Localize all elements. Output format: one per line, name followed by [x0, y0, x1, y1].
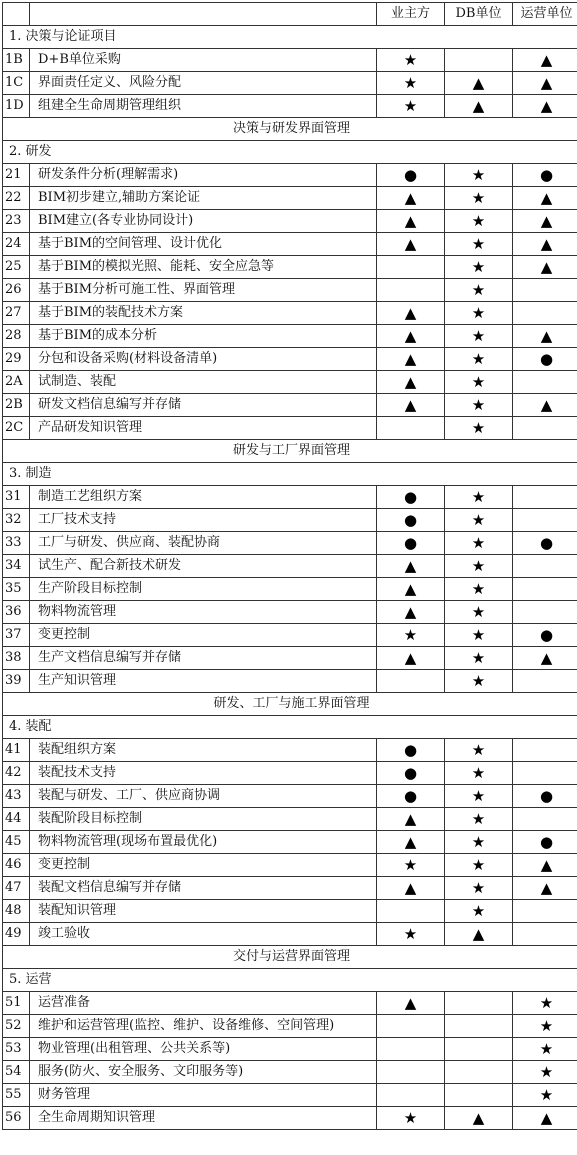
item-label: 维护和运营管理(监控、维护、设备维修、空间管理): [30, 1015, 377, 1038]
item-label: 装配知识管理: [30, 900, 377, 923]
header-item-cell: [30, 3, 377, 26]
owner-mark: ▲: [377, 601, 445, 624]
operator-mark: ▲: [513, 49, 577, 72]
interface-heading: 交付与运营界面管理: [3, 946, 577, 969]
owner-mark: ▲: [377, 647, 445, 670]
owner-mark: ▲: [377, 325, 445, 348]
db-unit-mark: ★: [445, 164, 513, 187]
owner-mark: ▲: [377, 578, 445, 601]
table-row: [3, 532, 577, 555]
db-unit-mark: ★: [445, 210, 513, 233]
interface-heading: 决策与研发界面管理: [3, 118, 577, 141]
db-unit-mark: ★: [445, 601, 513, 624]
item-label: 装配与研发、工厂、供应商协调: [30, 785, 377, 808]
item-label: 生产阶段目标控制: [30, 578, 377, 601]
operator-mark: ●: [513, 164, 577, 187]
table-row: [3, 486, 577, 509]
item-code: 44: [3, 808, 30, 831]
section-heading: 5. 运营: [3, 969, 577, 992]
db-unit-mark: ★: [445, 233, 513, 256]
item-label: 装配技术支持: [30, 762, 377, 785]
db-unit-mark: ★: [445, 509, 513, 532]
table-row: [3, 601, 577, 624]
item-code: 56: [3, 1107, 30, 1130]
item-label: 工厂技术支持: [30, 509, 377, 532]
db-unit-mark: [445, 1015, 513, 1038]
owner-mark: ●: [377, 532, 445, 555]
operator-mark: ★: [513, 1061, 577, 1084]
item-code: 37: [3, 624, 30, 647]
db-unit-mark: ★: [445, 532, 513, 555]
interface-row: [3, 440, 577, 463]
db-unit-mark: ★: [445, 670, 513, 693]
operator-mark: [513, 808, 577, 831]
table-row: [3, 739, 577, 762]
owner-mark: ▲: [377, 877, 445, 900]
db-unit-mark: ★: [445, 348, 513, 371]
db-unit-mark: ★: [445, 417, 513, 440]
owner-mark: ▲: [377, 555, 445, 578]
operator-mark: ★: [513, 1038, 577, 1061]
header-operator: 运营单位: [513, 3, 577, 26]
item-code: 34: [3, 555, 30, 578]
section-heading: 2. 研发: [3, 141, 577, 164]
item-code: 29: [3, 348, 30, 371]
item-code: 35: [3, 578, 30, 601]
table-row: [3, 95, 577, 118]
operator-mark: ▲: [513, 72, 577, 95]
item-label: 基于BIM分析可施工性、界面管理: [30, 279, 377, 302]
item-label: 基于BIM的成本分析: [30, 325, 377, 348]
operator-mark: ●: [513, 831, 577, 854]
owner-mark: [377, 1015, 445, 1038]
operator-mark: [513, 302, 577, 325]
item-label: 物业管理(出租管理、公共关系等): [30, 1038, 377, 1061]
db-unit-mark: ★: [445, 578, 513, 601]
table-row: [3, 555, 577, 578]
operator-mark: ★: [513, 1084, 577, 1107]
db-unit-mark: ★: [445, 187, 513, 210]
header-db-unit: DB单位: [445, 3, 513, 26]
item-code: 28: [3, 325, 30, 348]
item-label: 组建全生命周期管理组织: [30, 95, 377, 118]
interface-row: [3, 118, 577, 141]
item-label: 分包和设备采购(材料设备清单): [30, 348, 377, 371]
db-unit-mark: [445, 1084, 513, 1107]
table-row: [3, 233, 577, 256]
operator-mark: ▲: [513, 233, 577, 256]
table-row: [3, 256, 577, 279]
operator-mark: ●: [513, 348, 577, 371]
header-row: [3, 3, 577, 26]
owner-mark: [377, 279, 445, 302]
owner-mark: ▲: [377, 808, 445, 831]
item-code: 53: [3, 1038, 30, 1061]
item-code: 43: [3, 785, 30, 808]
item-code: 33: [3, 532, 30, 555]
item-label: 物料物流管理: [30, 601, 377, 624]
item-code: 46: [3, 854, 30, 877]
table-row: [3, 647, 577, 670]
operator-mark: [513, 371, 577, 394]
item-code: 1D: [3, 95, 30, 118]
section-heading: 1. 决策与论证项目: [3, 26, 577, 49]
table-row: [3, 854, 577, 877]
operator-mark: ●: [513, 785, 577, 808]
owner-mark: ★: [377, 95, 445, 118]
owner-mark: ▲: [377, 394, 445, 417]
db-unit-mark: ▲: [445, 1107, 513, 1130]
item-label: 试制造、装配: [30, 371, 377, 394]
item-code: 55: [3, 1084, 30, 1107]
item-label: 试生产、配合新技术研发: [30, 555, 377, 578]
item-label: 基于BIM的装配技术方案: [30, 302, 377, 325]
item-code: 47: [3, 877, 30, 900]
item-label: 装配文档信息编写并存储: [30, 877, 377, 900]
operator-mark: ▲: [513, 187, 577, 210]
operator-mark: [513, 417, 577, 440]
section-row: [3, 463, 577, 486]
item-code: 23: [3, 210, 30, 233]
operator-mark: ▲: [513, 95, 577, 118]
section-row: [3, 141, 577, 164]
operator-mark: ▲: [513, 210, 577, 233]
table-row: [3, 624, 577, 647]
item-code: 24: [3, 233, 30, 256]
item-label: 工厂与研发、供应商、装配协商: [30, 532, 377, 555]
item-label: 竣工验收: [30, 923, 377, 946]
operator-mark: [513, 509, 577, 532]
table-row: [3, 371, 577, 394]
owner-mark: ▲: [377, 992, 445, 1015]
interface-heading: 研发与工厂界面管理: [3, 440, 577, 463]
owner-mark: ●: [377, 509, 445, 532]
item-code: 2B: [3, 394, 30, 417]
operator-mark: [513, 279, 577, 302]
table-row: [3, 164, 577, 187]
table-row: [3, 348, 577, 371]
responsibility-matrix-table: [2, 2, 577, 1130]
table-row: [3, 762, 577, 785]
item-label: 制造工艺组织方案: [30, 486, 377, 509]
item-code: 2A: [3, 371, 30, 394]
item-label: 物料物流管理(现场布置最优化): [30, 831, 377, 854]
item-label: 全生命周期知识管理: [30, 1107, 377, 1130]
interface-row: [3, 946, 577, 969]
table-row: [3, 210, 577, 233]
owner-mark: ▲: [377, 187, 445, 210]
owner-mark: ▲: [377, 302, 445, 325]
operator-mark: ●: [513, 532, 577, 555]
table-row: [3, 279, 577, 302]
db-unit-mark: [445, 1038, 513, 1061]
operator-mark: ★: [513, 992, 577, 1015]
item-label: BIM初步建立,辅助方案论证: [30, 187, 377, 210]
db-unit-mark: ▲: [445, 923, 513, 946]
table-row: [3, 785, 577, 808]
operator-mark: [513, 739, 577, 762]
table-row: [3, 1038, 577, 1061]
table-row: [3, 1015, 577, 1038]
operator-mark: ★: [513, 1015, 577, 1038]
db-unit-mark: ▲: [445, 72, 513, 95]
table-row: [3, 325, 577, 348]
item-code: 1B: [3, 49, 30, 72]
owner-mark: [377, 900, 445, 923]
item-code: 54: [3, 1061, 30, 1084]
table-row: [3, 831, 577, 854]
db-unit-mark: ★: [445, 279, 513, 302]
db-unit-mark: ★: [445, 555, 513, 578]
table-row: [3, 394, 577, 417]
item-label: 财务管理: [30, 1084, 377, 1107]
section-row: [3, 969, 577, 992]
db-unit-mark: ★: [445, 486, 513, 509]
item-label: 基于BIM的空间管理、设计优化: [30, 233, 377, 256]
item-code: 27: [3, 302, 30, 325]
table-row: [3, 670, 577, 693]
item-label: 装配阶段目标控制: [30, 808, 377, 831]
operator-mark: ▲: [513, 854, 577, 877]
operator-mark: ▲: [513, 647, 577, 670]
item-label: 变更控制: [30, 854, 377, 877]
db-unit-mark: [445, 49, 513, 72]
section-heading: 3. 制造: [3, 463, 577, 486]
item-label: D+B单位采购: [30, 49, 377, 72]
owner-mark: [377, 670, 445, 693]
table-row: [3, 923, 577, 946]
owner-mark: ▲: [377, 210, 445, 233]
item-label: 研发条件分析(理解需求): [30, 164, 377, 187]
db-unit-mark: ★: [445, 808, 513, 831]
db-unit-mark: ★: [445, 394, 513, 417]
operator-mark: [513, 670, 577, 693]
item-label: BIM建立(各专业协同设计): [30, 210, 377, 233]
section-heading: 4. 装配: [3, 716, 577, 739]
table-row: [3, 877, 577, 900]
item-code: 25: [3, 256, 30, 279]
db-unit-mark: ★: [445, 762, 513, 785]
owner-mark: ★: [377, 1107, 445, 1130]
operator-mark: ●: [513, 624, 577, 647]
db-unit-mark: ★: [445, 831, 513, 854]
owner-mark: ●: [377, 164, 445, 187]
db-unit-mark: ★: [445, 877, 513, 900]
owner-mark: [377, 417, 445, 440]
item-code: 52: [3, 1015, 30, 1038]
table-row: [3, 417, 577, 440]
section-row: [3, 26, 577, 49]
owner-mark: [377, 256, 445, 279]
section-row: [3, 716, 577, 739]
operator-mark: ▲: [513, 394, 577, 417]
table-row: [3, 900, 577, 923]
operator-mark: [513, 923, 577, 946]
item-label: 产品研发知识管理: [30, 417, 377, 440]
operator-mark: ▲: [513, 256, 577, 279]
table-row: [3, 1061, 577, 1084]
item-code: 38: [3, 647, 30, 670]
owner-mark: [377, 1038, 445, 1061]
table-row: [3, 578, 577, 601]
operator-mark: [513, 578, 577, 601]
owner-mark: [377, 1061, 445, 1084]
owner-mark: ★: [377, 624, 445, 647]
item-label: 生产文档信息编写并存储: [30, 647, 377, 670]
header-code-cell: [3, 3, 30, 26]
table-row: [3, 49, 577, 72]
operator-mark: ▲: [513, 877, 577, 900]
owner-mark: ★: [377, 854, 445, 877]
owner-mark: ●: [377, 739, 445, 762]
item-label: 装配组织方案: [30, 739, 377, 762]
db-unit-mark: ★: [445, 325, 513, 348]
item-label: 界面责任定义、风险分配: [30, 72, 377, 95]
db-unit-mark: ★: [445, 302, 513, 325]
item-code: 48: [3, 900, 30, 923]
owner-mark: ★: [377, 72, 445, 95]
owner-mark: ▲: [377, 233, 445, 256]
owner-mark: ★: [377, 923, 445, 946]
table-row: [3, 187, 577, 210]
operator-mark: [513, 486, 577, 509]
table-row: [3, 1107, 577, 1130]
db-unit-mark: ▲: [445, 95, 513, 118]
owner-mark: ●: [377, 486, 445, 509]
operator-mark: [513, 601, 577, 624]
operator-mark: ▲: [513, 325, 577, 348]
item-label: 运营准备: [30, 992, 377, 1015]
owner-mark: ▲: [377, 348, 445, 371]
db-unit-mark: ★: [445, 624, 513, 647]
item-label: 研发文档信息编写并存储: [30, 394, 377, 417]
item-code: 36: [3, 601, 30, 624]
db-unit-mark: ★: [445, 371, 513, 394]
table-row: [3, 72, 577, 95]
table-row: [3, 302, 577, 325]
owner-mark: ★: [377, 49, 445, 72]
item-code: 21: [3, 164, 30, 187]
item-code: 22: [3, 187, 30, 210]
header-owner: 业主方: [377, 3, 445, 26]
owner-mark: ▲: [377, 371, 445, 394]
interface-heading: 研发、工厂与施工界面管理: [3, 693, 577, 716]
db-unit-mark: ★: [445, 647, 513, 670]
db-unit-mark: ★: [445, 854, 513, 877]
operator-mark: [513, 900, 577, 923]
table-row: [3, 808, 577, 831]
item-label: 变更控制: [30, 624, 377, 647]
db-unit-mark: [445, 992, 513, 1015]
item-label: 生产知识管理: [30, 670, 377, 693]
owner-mark: ●: [377, 785, 445, 808]
db-unit-mark: [445, 1061, 513, 1084]
operator-mark: [513, 762, 577, 785]
item-code: 31: [3, 486, 30, 509]
item-code: 2C: [3, 417, 30, 440]
item-code: 26: [3, 279, 30, 302]
interface-row: [3, 693, 577, 716]
item-code: 41: [3, 739, 30, 762]
db-unit-mark: ★: [445, 739, 513, 762]
operator-mark: ▲: [513, 1107, 577, 1130]
table-row: [3, 992, 577, 1015]
item-label: 基于BIM的模拟光照、能耗、安全应急等: [30, 256, 377, 279]
item-code: 1C: [3, 72, 30, 95]
db-unit-mark: ★: [445, 785, 513, 808]
item-code: 32: [3, 509, 30, 532]
table-row: [3, 1084, 577, 1107]
item-code: 49: [3, 923, 30, 946]
operator-mark: [513, 555, 577, 578]
owner-mark: ▲: [377, 831, 445, 854]
table-row: [3, 509, 577, 532]
db-unit-mark: ★: [445, 900, 513, 923]
owner-mark: ●: [377, 762, 445, 785]
owner-mark: [377, 1084, 445, 1107]
item-code: 45: [3, 831, 30, 854]
table-body: [3, 26, 577, 1130]
item-code: 39: [3, 670, 30, 693]
item-code: 51: [3, 992, 30, 1015]
item-label: 服务(防火、安全服务、文印服务等): [30, 1061, 377, 1084]
db-unit-mark: ★: [445, 256, 513, 279]
item-code: 42: [3, 762, 30, 785]
